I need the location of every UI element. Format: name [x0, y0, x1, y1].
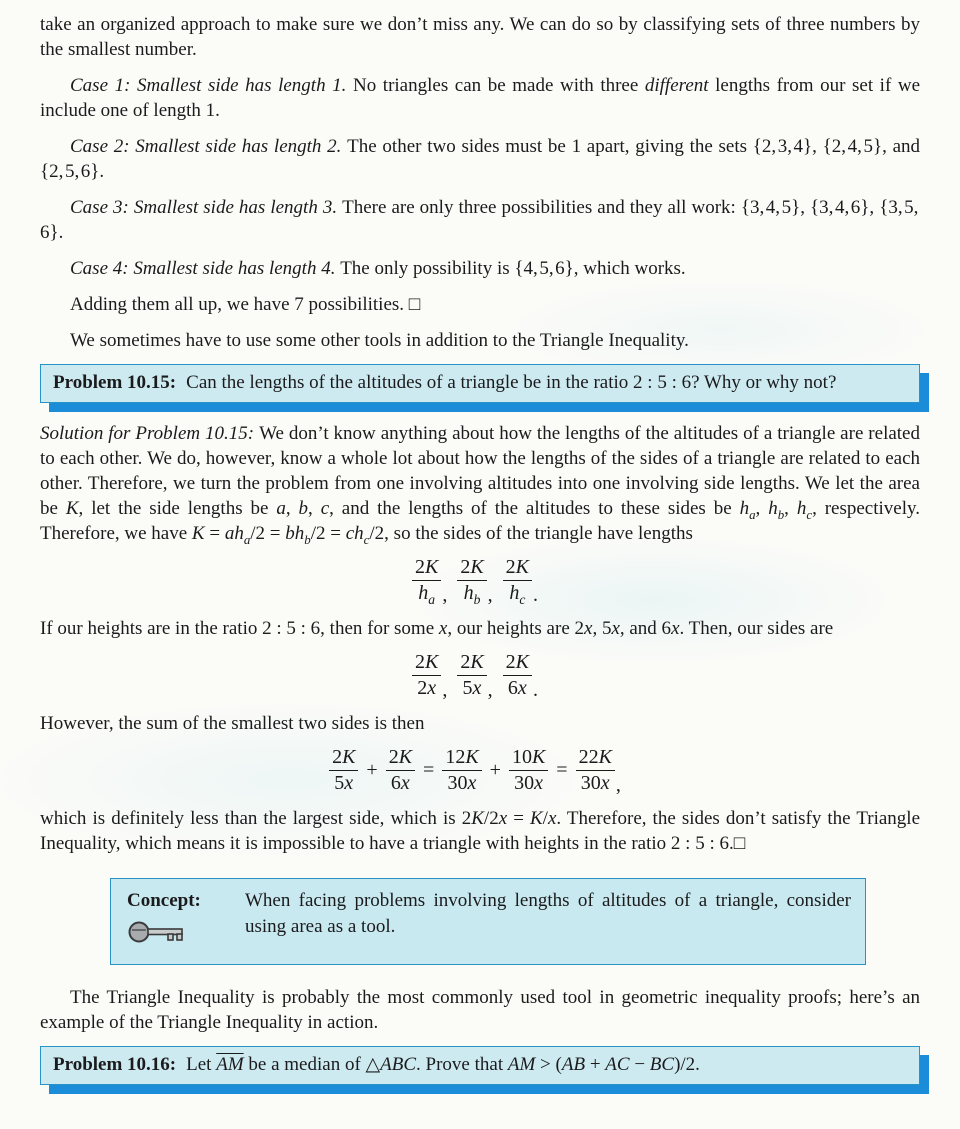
intro-paragraph: take an organized approach to make sure we don’t miss any. We can do so by classifying sets of three numbers by the smallest number.: [40, 14, 920, 60]
heights-ratio-paragraph: If our heights are in the ratio 2 : 5 : 6, then for some x, our heights are 2x, 5x, and 6x. Then, our sides are: [40, 618, 834, 639]
case-4-lead: Case 4: Smallest side has length 4.: [70, 258, 336, 279]
math-operator: ,: [615, 774, 621, 796]
fraction: $\frac{2K}{5x}$: [457, 652, 486, 699]
fraction: $\frac{12K}{30x}$: [442, 747, 481, 794]
solution-lead: Solution for Problem 10.15:: [40, 423, 255, 444]
equation-sides-general: [40, 556, 920, 607]
math-operator: ,: [487, 679, 493, 701]
case-1-lead: Case 1: Smallest side has length 1.: [70, 75, 347, 96]
fraction: $\frac{22K}{30x}$: [576, 747, 615, 794]
equation-sum: [40, 747, 920, 794]
case-2-lead: Case 2: Smallest side has length 2.: [70, 136, 342, 157]
math-operator: =: [423, 759, 435, 781]
concept-box: [110, 878, 866, 965]
concept-label: Concept:: [127, 890, 201, 911]
case-3-paragraph: [40, 195, 920, 245]
case-2-body: The other two sides must be 1 apart, giving the sets {2, 3, 4}, {2, 4, 5}, and {2, 5, 6}.: [40, 136, 921, 182]
solution-paragraph: [40, 421, 920, 546]
fraction: $\frac{2K}{6x}$: [503, 652, 532, 699]
case-3-body: There are only three possibilities and they all work: {3, 4, 5}, {3, 4, 6}, {3, 5, 6}.: [40, 197, 920, 243]
fraction: $\frac{2K}{2x}$: [412, 652, 441, 699]
sum-smallest-paragraph: However, the sum of the smallest two sides is then: [40, 713, 425, 734]
fraction: $\frac{2K}{6x}$: [386, 747, 415, 794]
closing-paragraph: The Triangle Inequality is probably the most commonly used tool in geometric inequality proofs; here’s an example of the Triangle Inequality in action.: [40, 987, 920, 1033]
fraction: $\frac{2K}{h_c}$: [503, 557, 532, 604]
fraction: $\frac{2K}{h_a}$: [412, 557, 441, 604]
case-2-paragraph: [40, 134, 920, 184]
fraction: $\frac{2K}{5x}$: [329, 747, 358, 794]
case-1-body: No triangles can be made with three different lengths from our set if we include one of length 1.: [40, 75, 921, 121]
problem-10-16-text: Let $\overline{AM}$ be a median of △ABC. Prove that AM > (AB + AC − BC)/2.: [186, 1054, 700, 1075]
case-4-paragraph: [40, 256, 920, 281]
equation-sides-specific: [40, 652, 920, 699]
fraction: $\frac{10K}{30x}$: [509, 747, 548, 794]
case-1-paragraph: [40, 73, 920, 123]
transition-paragraph: We sometimes have to use some other tools in addition to the Triangle Inequality.: [70, 330, 689, 351]
fraction: $\frac{2K}{h_b}$: [457, 557, 486, 604]
math-operator: .: [533, 584, 539, 606]
math-operator: +: [366, 759, 378, 781]
solution-body: We don’t know anything about how the lengths of the altitudes of a triangle are related to each other. We do, however, know a whole lot about how the lengths of the sides of a triangle are related to each other. Therefore, we turn the problem from one involving altitudes into one involving side lengths. We let the area be K, let the side lengths be a, b, c, and the lengths of the altitudes to these sides be $h_a$, $h_b$, $h_c$, respectively. Therefore, we have $K = ah_a/2 = bh_b/2 = ch_c/2$, so the sides of the triangle have lengths: [40, 423, 921, 547]
problem-10-16-label: Problem 10.16:: [53, 1054, 177, 1075]
problem-box-10-15: [40, 364, 920, 403]
concept-label-column: [127, 888, 245, 954]
concept-text: When facing problems involving lengths of altitudes of a triangle, consider using area as a tool.: [245, 890, 851, 937]
math-operator: ,: [442, 584, 448, 606]
math-operator: ,: [442, 679, 448, 701]
math-operator: .: [533, 679, 539, 701]
problem-10-15-text: Can the lengths of the altitudes of a triangle be in the ratio 2 : 5 : 6? Why or why not?: [186, 372, 837, 393]
problem-10-15-label: Problem 10.15:: [53, 372, 177, 393]
key-icon: [127, 918, 191, 946]
case-4-body: The only possibility is {4, 5, 6}, which works.: [340, 258, 686, 279]
math-operator: =: [556, 759, 568, 781]
conclusion-paragraph: which is definitely less than the largest side, which is 2K/2x = K/x. Therefore, the sides don’t satisfy the Triangle Inequality, which means it is impossible to have a triangle with heights in the ratio 2 : 5 : 6.□: [40, 808, 921, 854]
case-3-lead: Case 3: Smallest side has length 3.: [70, 197, 338, 218]
math-operator: +: [489, 759, 501, 781]
adding-up-paragraph: Adding them all up, we have 7 possibilities. □: [70, 294, 421, 315]
math-operator: ,: [487, 584, 493, 606]
problem-box-10-16: [40, 1046, 920, 1085]
